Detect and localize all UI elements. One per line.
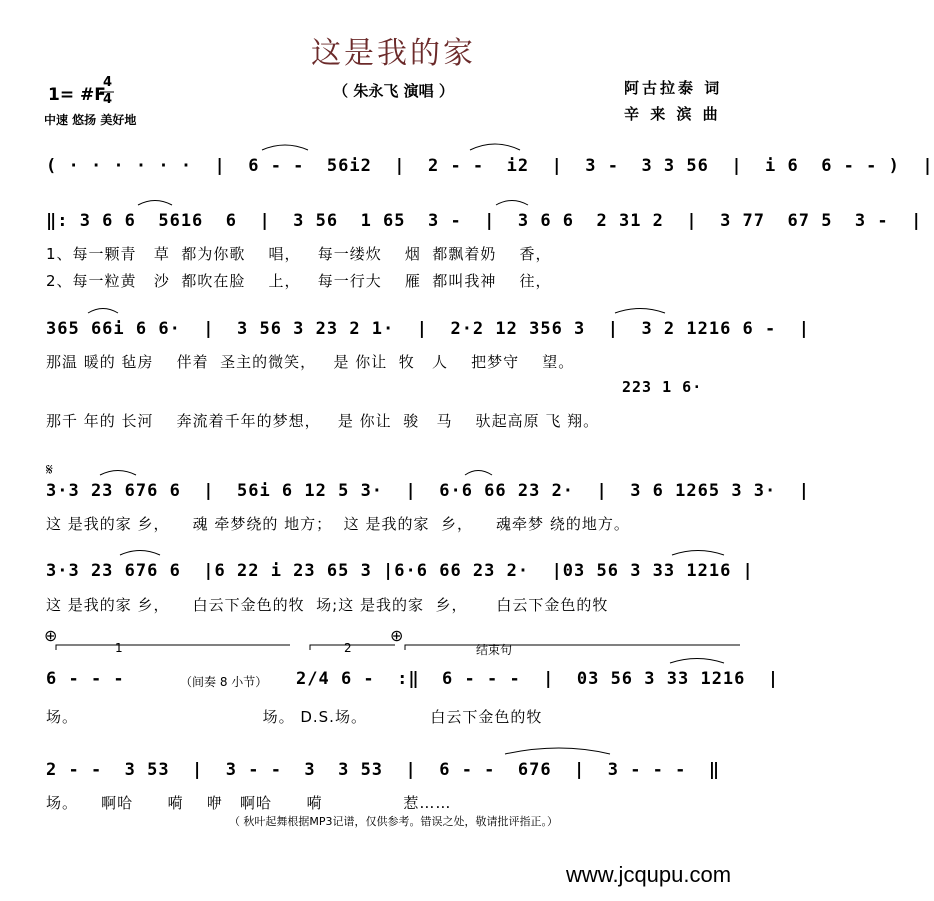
coda-notes-b: 2/4 6 - :‖ 6 - - - | 03 56 3 33 1216 |: [296, 669, 780, 689]
slur: [670, 659, 724, 664]
coda-sign-2: ⊕: [390, 626, 404, 645]
final-notes: 2 - - 3 53 | 3 - - 3 3 53 | 6 - - 676 | 3 - - - ‖: [46, 760, 721, 780]
lyricist-credit: 阿古拉泰 词: [624, 79, 723, 97]
volta-1-bracket: [56, 645, 290, 650]
volta-2-label: 2: [344, 641, 352, 655]
verse-line1-notes: ‖: 3 6 6 5616 6 | 3 56 1 65 3 - | 3 6 6 2 31 2 | 3 77 67 5 3 - |: [46, 211, 923, 231]
slur: [262, 145, 308, 150]
intro-notes: ( · · · · · · | 6 - - 56i2 | 2 - - i2 | 3 - 3 3 56 | i 6 6 - - ) |: [46, 156, 934, 176]
watermark: www.jcqupu.com: [566, 862, 732, 887]
singer-credit: （ 朱永飞 演唱 ）: [333, 82, 454, 100]
slur: [496, 201, 528, 206]
footer-note: （ 秋叶起舞根据MP3记谱，仅供参考。错误之处，敬请批评指正。）: [228, 815, 559, 828]
chorus-line1-notes: 3·3 23 676 6 | 56i 6 12 5 3· | 6·6 66 23 2· | 3 6 1265 3 3· |: [46, 481, 810, 501]
composer-credit: 辛 来 滨 曲: [624, 105, 721, 123]
coda-lyric: 场。 场。 D.S.场。 白云下金色的牧: [46, 708, 543, 726]
slur: [470, 144, 520, 150]
final-lyric: 场。 啊哈 嗬 咿 啊哈 嗬 惹……: [46, 794, 452, 812]
coda-sign-1: ⊕: [44, 626, 58, 645]
slur: [615, 309, 665, 314]
chorus-line2-lyric: 这 是我的家 乡， 白云下金色的牧 场;这 是我的家 乡， 白云下金色的牧: [46, 596, 609, 614]
verse-line2-lyric-1: 那温 暖的 毡房 伴着 圣主的微笑， 是 你让 牧 人 把梦守 望。: [46, 353, 575, 371]
slur: [465, 471, 492, 476]
alt-ending-notes: 223 1 6·: [622, 378, 703, 396]
verse-line2-notes: 365 66i 6 6· | 3 56 3 23 2 1· | 2·2 12 356 3 | 3 2 1216 6 - |: [46, 319, 810, 339]
coda-notes-a: 6 - - -: [46, 669, 125, 689]
slur: [672, 551, 724, 556]
slur: [505, 748, 610, 754]
chorus-line2-notes: 3·3 23 676 6 |6 22 i 23 65 3 |6·6 66 23 2· |03 56 3 33 1216 |: [46, 561, 754, 581]
page-title: 这是我的家: [311, 36, 476, 71]
slur: [100, 471, 136, 476]
slur: [88, 309, 118, 314]
key-signature: 1= #F: [48, 85, 106, 105]
verse-line1-lyric-2: 2、每一粒黄 沙 都吹在脸 上， 每一行大 雁 都叫我神 往，: [46, 272, 552, 290]
verse-line2-lyric-2: 那千 年的 长河 奔流着千年的梦想， 是 你让 骏 马 驮起高原 飞 翔。: [46, 412, 600, 430]
time-signature-bottom: 4: [103, 92, 113, 107]
volta-1-label: 1: [115, 641, 123, 655]
tempo-marking: 中速 悠扬 美好地: [44, 113, 137, 127]
slur: [120, 551, 160, 556]
ending-bracket: [405, 645, 740, 650]
chorus-line1-lyric: 这 是我的家 乡， 魂 牵梦绕的 地方； 这 是我的家 乡， 魂牵梦 绕的地方。: [46, 515, 630, 533]
slur: [138, 201, 172, 206]
segno-sign: 𝄋: [46, 460, 53, 479]
verse-line1-lyric-1: 1、每一颗青 草 都为你歌 唱， 每一缕炊 烟 都飘着奶 香，: [46, 245, 552, 263]
volta-2-bracket: [310, 645, 395, 650]
ending-label: 结束句: [476, 643, 513, 657]
time-signature-top: 4: [103, 75, 113, 90]
interlude-label: （间奏 8 小节）: [180, 675, 268, 689]
